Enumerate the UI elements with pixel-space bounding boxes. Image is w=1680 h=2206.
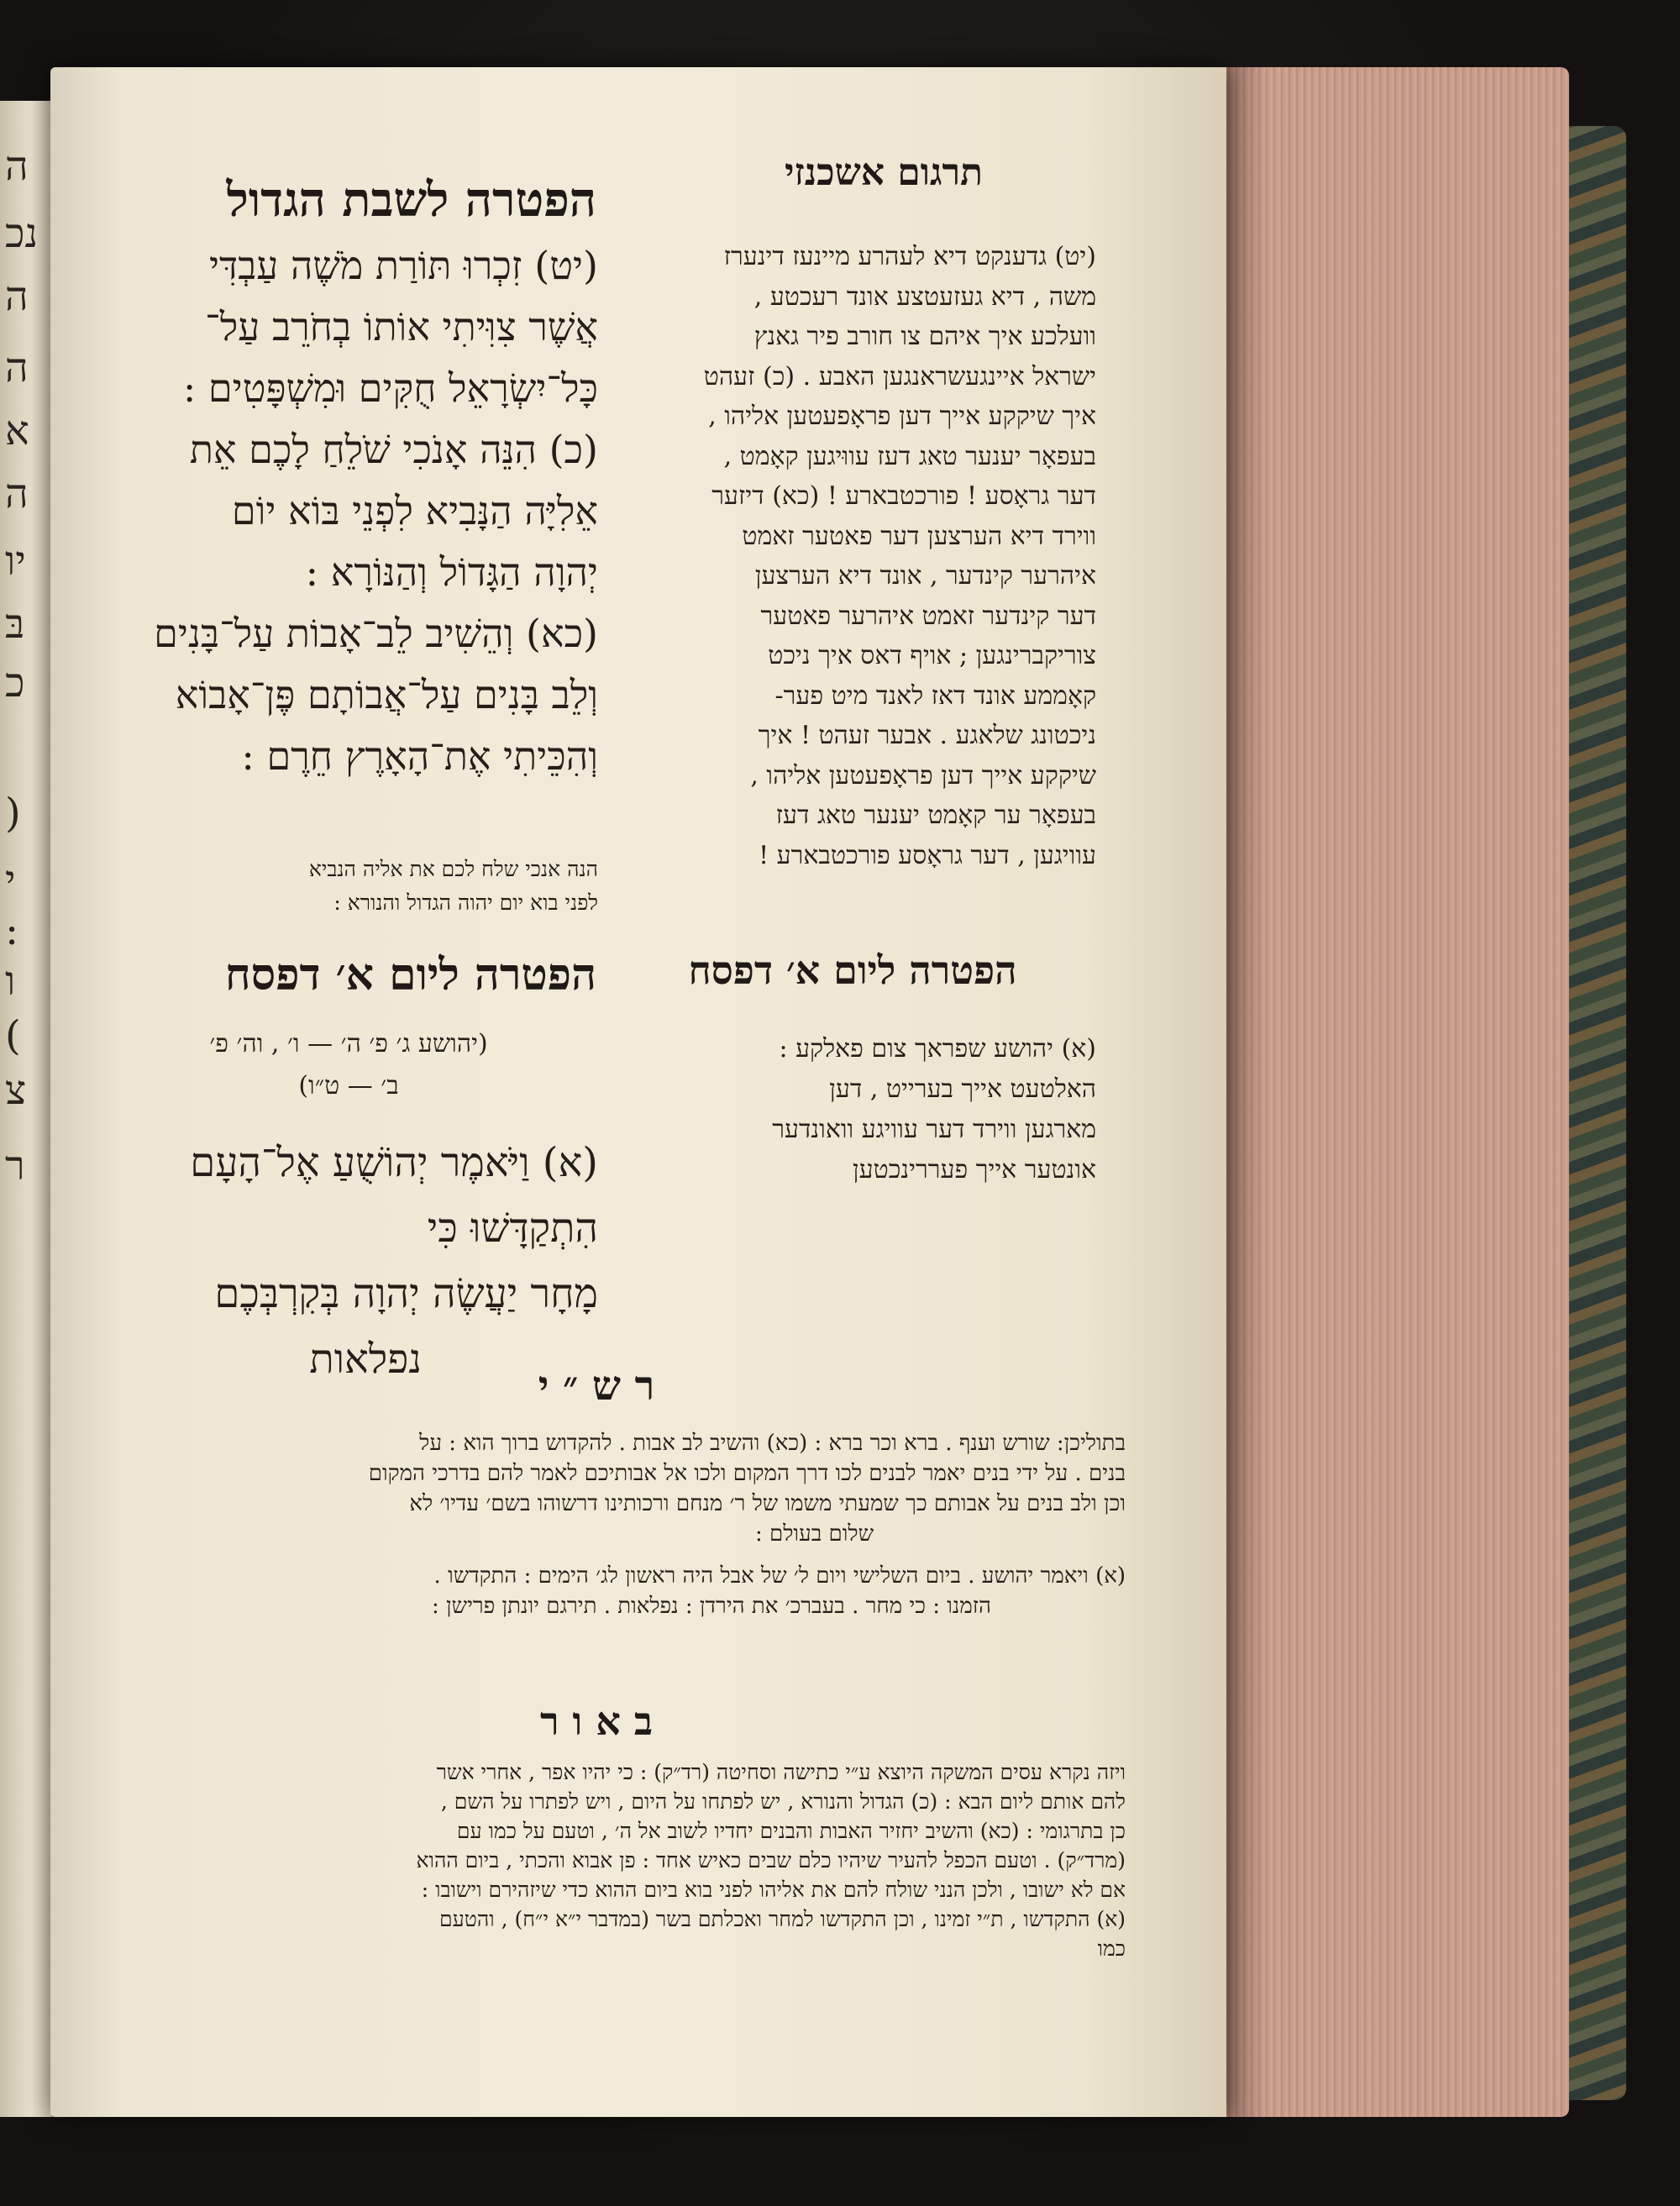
haftarah-header: הפטרה לשבת הגדול bbox=[226, 172, 596, 228]
translation-header: תרגום אשכנזי bbox=[784, 151, 983, 194]
rashi-line: בנים . על ידי בנים יאמר לבנים לכו דרך המקום ולכו אל אבותיכם לאמר להם בדרכי המקום bbox=[368, 1461, 1126, 1486]
left-glyph: כ bbox=[5, 659, 25, 706]
rashi-line: שלום בעולם : bbox=[754, 1521, 874, 1547]
hebrew-verse-line: וְלֵב בָּנִים עַל־אֲבוֹתָם פֶּן־אָבוֹא bbox=[175, 672, 598, 717]
biur-line: כמו bbox=[1097, 1936, 1126, 1961]
translation-line: אונטער אייך פעררינכטען bbox=[852, 1155, 1096, 1184]
reference-line: (יהושע ג׳ פ׳ ה׳ — ו׳ , וה׳ פ׳ bbox=[209, 1029, 488, 1058]
left-glyph: ו bbox=[5, 958, 16, 1005]
hebrew-verse-line: הִתְקַדָּשׁוּ כִּי bbox=[427, 1205, 598, 1252]
rashi-heading: ר ש ״ י bbox=[538, 1363, 655, 1410]
hebrew-verse-line: כָּל־יִשְׂרָאֵל חֻקִּים וּמִשְׁפָּטִים : bbox=[182, 365, 598, 411]
translation-line: ניכטונג שלאגע . אבער זעהט ! איך bbox=[758, 721, 1096, 750]
small-repeat-text bbox=[94, 853, 598, 920]
biur-heading: ב א ו ר bbox=[539, 1699, 654, 1744]
biur-line: אם לא ישובו , ולכן הנני שולח להם את אליהו לפני בוא ביום ההוא כדי שיזהירם וישובו : bbox=[421, 1878, 1126, 1902]
translation-line: (יט) גדענקט דיא לעהרע מיינעז דינערז bbox=[723, 242, 1096, 271]
hebrew-text-column-2 bbox=[94, 1130, 598, 1392]
hebrew-verse-line: (יט) זִכְרוּ תּוֹרַת מֹשֶׁה עַבְדִּי bbox=[208, 243, 598, 288]
biur-line: (א) התקדשו , ת״י זמינו , וכן התקדשו למחר ואכלתם בשר (במדבר י״א י״ח) , והטעם bbox=[439, 1907, 1126, 1931]
page-fore-edge bbox=[1216, 67, 1569, 2117]
small-repeat-line: לפני בוא יום יהוה הגדול והנורא : bbox=[333, 890, 598, 915]
scripture-reference bbox=[126, 1023, 571, 1107]
left-glyph: ) bbox=[5, 1012, 21, 1059]
rashi-commentary bbox=[92, 1428, 1126, 1621]
hebrew-verse-line: (א) וַיֹּאמֶר יְהוֹשֻׁעַ אֶל־הָעָם bbox=[190, 1139, 598, 1186]
left-page-fragment bbox=[0, 101, 55, 2117]
small-repeat-line: הנה אנכי שלח לכם את אליה הנביא bbox=[308, 857, 598, 881]
hebrew-text-column bbox=[94, 235, 598, 787]
translation-line: דער גראָסע ! פורכטבארע ! (כא) דיזער bbox=[711, 481, 1096, 511]
biur-line: ויזה נקרא עסים המשקה היוצא ע״י כתישה וסחיטה (רד״ק) : כי יהיו אפר , אחרי אשר bbox=[436, 1760, 1126, 1784]
translation-line: קאָממע אונד דאז לאנד מיט פער- bbox=[774, 680, 1096, 711]
biur-commentary bbox=[92, 1757, 1126, 1963]
translation-line: איך שיקקע אייך דען פראָפעטען אליהו , bbox=[708, 402, 1096, 431]
left-glyph: י bbox=[5, 857, 16, 904]
translation-line: בעפאָר יענער טאג דעז עווּיגען קאָמט , bbox=[723, 441, 1096, 471]
translation-line: וועלכע איך איהם צו חורב פיר גאנץ bbox=[753, 322, 1096, 351]
hebrew-verse-line: אֲשֶׁר צִוִּיתִי אוֹתוֹ בְחֹרֵב עַל־ bbox=[205, 304, 598, 349]
left-glyph: צ bbox=[5, 1067, 27, 1114]
rashi-line: (א) ויאמר יהושע . ביום השלישי ויום ל׳ של אבל היה ראשון לג׳ הימים : התקדשו . bbox=[433, 1563, 1126, 1589]
translation-line: ישראל איינגעשראנגען האבע . (כ) זעהט bbox=[703, 361, 1096, 391]
translation-column-2 bbox=[617, 1029, 1096, 1190]
translation-column bbox=[617, 237, 1096, 875]
translation-line: עוויגען , דער גראָסע פורכטבארע ! bbox=[759, 840, 1096, 870]
hebrew-verse-line: יְהוָה הַגָּדוֹל וְהַנּוֹרָא : bbox=[305, 549, 598, 595]
rashi-line: וכן ולב בנים על אבותם כך שמעתי משמו של ר׳ מנחם ורכותינו דרשוהו בשם׳ עדיו׳ לא bbox=[409, 1491, 1126, 1516]
translation-line: ווירד דיא הערצען דער פאטער זאמט bbox=[742, 521, 1096, 551]
translation-line: שיקקע אייך דען פראָפעטען אליהו , bbox=[750, 760, 1096, 790]
translation-line: מארגען ווירד דער עוויגע וואונדער bbox=[772, 1115, 1096, 1144]
rashi-line: הזמנו : כי מחר . בעברכ׳ את הירדן : נפלאות . תירגם יונתן פרישן : bbox=[432, 1594, 991, 1619]
translation-haftarah-heading: הפטרה ליום א׳ דפסח bbox=[688, 948, 1017, 993]
left-glyph: ר bbox=[5, 1142, 25, 1190]
translation-line: (א) יהושע שפראך צום פאלקע : bbox=[779, 1034, 1096, 1064]
reference-line: ב׳ — ט״ו) bbox=[298, 1071, 399, 1100]
hebrew-verse-line: מָחָר יַעֲשֶׂה יְהוָה בְּקִרְבְּכֶם bbox=[214, 1270, 598, 1317]
translation-line: צוריקברינגען ; אויף דאס איך ניכט bbox=[768, 641, 1096, 670]
left-glyph: ה bbox=[5, 273, 29, 320]
translation-line: איהרער קינדער , אונד דיא הערצען bbox=[754, 561, 1096, 591]
rashi-line: בתוליכן: שורש וענף . ברא וכר ברא : (כא) והשיב לב אבות . להקדוש ברוך הוא : על bbox=[419, 1431, 1126, 1456]
translation-line: בעפאָר ער קאָמט יענער טאג דעז bbox=[775, 801, 1096, 830]
hebrew-verse-line: (כא) וְהֵשִׁיב לֵב־אָבוֹת עַל־בָּנִים bbox=[154, 611, 598, 656]
left-glyph: ה bbox=[5, 143, 29, 190]
left-glyph: נכ bbox=[5, 210, 39, 257]
biur-line: (מרד״ק) . וטעם הכפל להעיר שיהיו כלם שבים כאיש אחד : פן אבוא והכתי , ביום ההוא bbox=[416, 1848, 1126, 1872]
biur-line: להם אותם ליום הבא : (כ) הגדול והנורא , יש לפתחו על היום , ויש לפתרו על השם , bbox=[440, 1789, 1126, 1814]
left-glyph: ( bbox=[5, 790, 21, 837]
hebrew-verse-line: נפלאות bbox=[309, 1336, 422, 1383]
biur-line: כן בתרגומי : (כא) והשיב יחזיר האבות והבנים יחדיו לשוב אל ה׳ , וטעם על כמו עם bbox=[456, 1819, 1126, 1843]
hebrew-verse-line: וְהִכֵּיתִי אֶת־הָאָרֶץ חֵרֶם : bbox=[241, 733, 598, 779]
translation-line: דער קינדער זאמט איהרער פאטער bbox=[760, 601, 1096, 631]
left-glyph: בּ bbox=[5, 601, 25, 648]
translation-line: משה , דיא געזעטצע אונד רעכטע , bbox=[753, 281, 1096, 312]
left-glyph: א bbox=[5, 407, 29, 454]
haftarah-pesach-heading: הפטרה ליום א׳ דפסח bbox=[224, 949, 596, 1001]
left-glyph: יו bbox=[5, 538, 26, 585]
left-glyph: ה bbox=[5, 344, 29, 391]
hebrew-verse-line: אֵלִיָּה הַנָּבִיא לִפְנֵי בּוֹא יוֹם bbox=[231, 488, 598, 533]
hebrew-verse-line: (כ) הִנֵּה אָנֹכִי שֹׁלֵחַ לָכֶם אֵת bbox=[189, 427, 598, 472]
left-glyph: : bbox=[5, 907, 19, 954]
translation-line: האלטעט אייך בערייט , דען bbox=[829, 1074, 1096, 1104]
left-glyph: ה bbox=[5, 470, 29, 517]
